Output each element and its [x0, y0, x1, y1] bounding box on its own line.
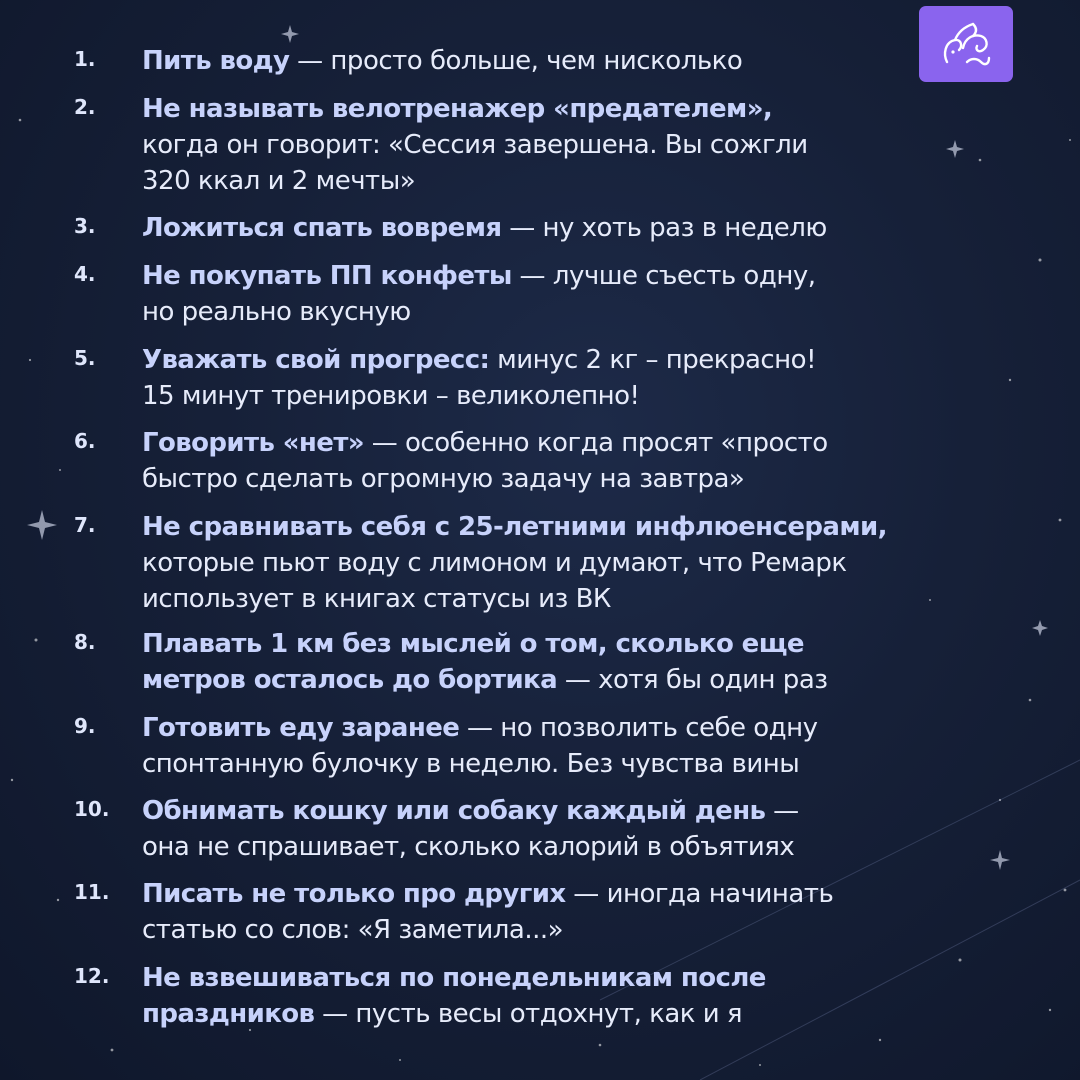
item-text [142, 91, 1042, 199]
item-body: 15 минут тренировки – великолепно! [142, 381, 640, 411]
item-body: которые пьют воду с лимоном и думают, что Ремарк [142, 548, 847, 578]
item-body: но реально вкусную [142, 297, 411, 327]
item-highlight: Обнимать кошку или собаку каждый день [142, 796, 766, 826]
item-body: — особенно когда просят «просто [364, 428, 828, 458]
item-body: быстро сделать огромную задачу на завтра» [142, 464, 745, 494]
item-body: 320 ккал и 2 мечты» [142, 166, 416, 196]
item-number: 3. [74, 214, 96, 238]
item-number: 12. [74, 964, 110, 988]
item-body: минус 2 кг – прекрасно! [489, 345, 816, 375]
item-text [142, 960, 1042, 1032]
item-number: 8. [74, 630, 96, 654]
item-body: когда он говорит: «Сессия завершена. Вы сожгли [142, 130, 808, 160]
item-number: 7. [74, 513, 96, 537]
item-highlight: Пить воду [142, 46, 290, 76]
item-number: 6. [74, 429, 96, 453]
item-body: статью со слов: «Я заметила...» [142, 915, 564, 945]
item-number: 11. [74, 880, 110, 904]
item-body: — [765, 796, 799, 826]
item-number: 10. [74, 797, 110, 821]
item-body: использует в книгах статусы из ВК [142, 584, 611, 614]
item-text [142, 210, 1042, 246]
item-body: — лучше съесть одну, [511, 261, 816, 291]
item-highlight: Готовить еду заранее [142, 713, 460, 743]
item-body: она не спрашивает, сколько калорий в объятиях [142, 832, 795, 862]
item-highlight: Не называть велотренажер «предателем», [142, 94, 773, 124]
item-text [142, 509, 1042, 617]
item-highlight: метров осталось до бортика [142, 665, 558, 695]
item-body: — хотя бы один раз [557, 665, 828, 695]
item-text [142, 342, 1042, 414]
item-body: — ну хоть раз в неделю [501, 213, 827, 243]
item-number: 9. [74, 714, 96, 738]
item-highlight: Писать не только про других [142, 879, 566, 909]
item-body: — пусть весы отдохнут, как и я [314, 999, 743, 1029]
item-text [142, 710, 1042, 782]
item-body: — но позволить себе одну [459, 713, 818, 743]
item-body: спонтанную булочку в неделю. Без чувства вины [142, 749, 800, 779]
item-highlight: праздников [142, 999, 315, 1029]
item-body: — просто больше, чем нисколько [289, 46, 743, 76]
item-highlight: Не сравнивать себя с 25-летними инфлюенсерами, [142, 512, 887, 542]
item-highlight: Уважать свой прогресс: [142, 345, 490, 375]
item-text [142, 793, 1042, 865]
item-number: 4. [74, 262, 96, 286]
item-text [142, 626, 1042, 698]
item-text [142, 43, 1042, 79]
item-number: 5. [74, 346, 96, 370]
item-text [142, 425, 1042, 497]
item-highlight: Не взвешиваться по понедельникам после [142, 963, 766, 993]
item-highlight: Не покупать ПП конфеты [142, 261, 512, 291]
item-highlight: Ложиться спать вовремя [142, 213, 502, 243]
item-highlight: Говорить «нет» [142, 428, 364, 458]
item-number: 1. [74, 47, 96, 71]
item-text [142, 876, 1042, 948]
item-text [142, 258, 1042, 330]
item-highlight: Плавать 1 км без мыслей о том, сколько еще [142, 629, 804, 659]
item-body: — иногда начинать [565, 879, 834, 909]
item-number: 2. [74, 95, 96, 119]
